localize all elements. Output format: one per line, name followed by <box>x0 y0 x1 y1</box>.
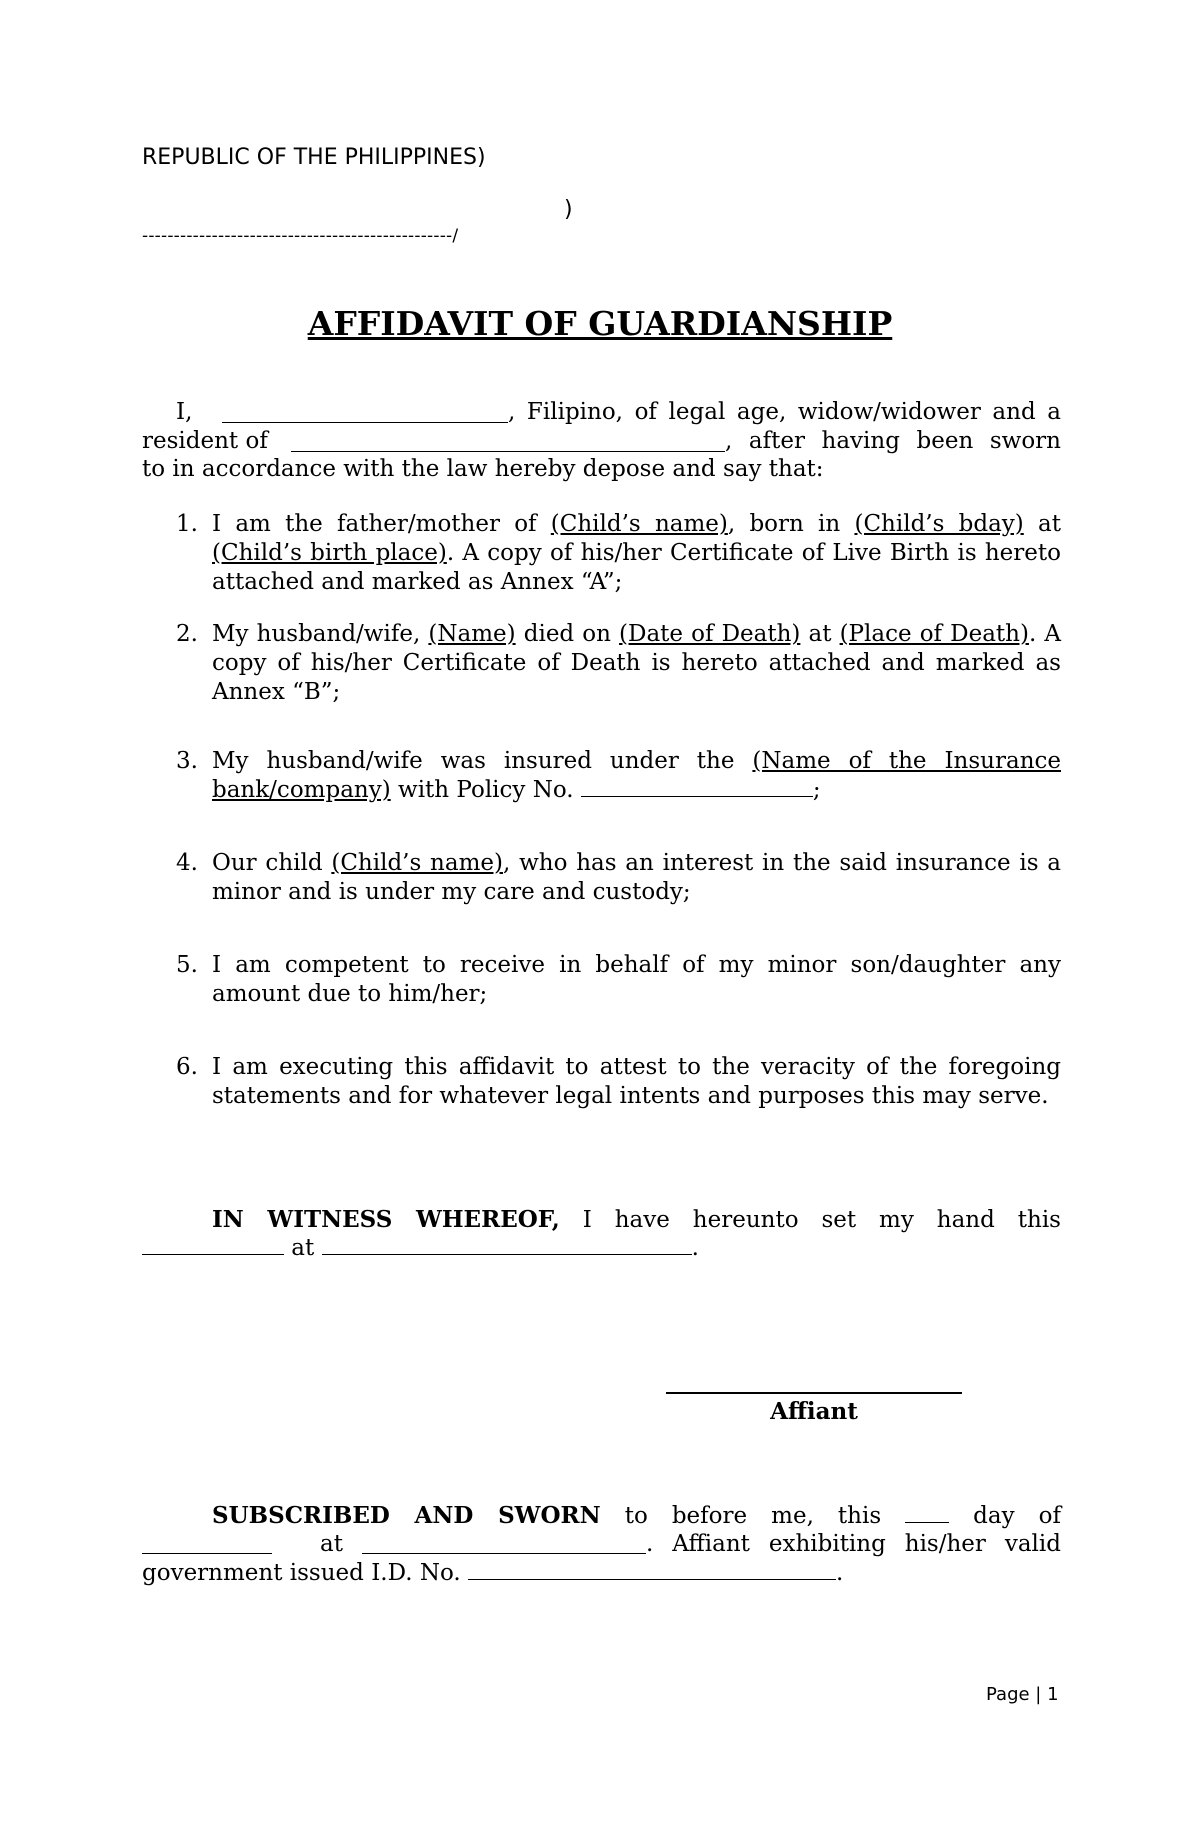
list-item-4 <box>176 849 1061 907</box>
date-blank <box>142 1236 284 1255</box>
list-item-2 <box>176 620 1061 707</box>
witness-line-2 <box>142 1234 699 1263</box>
placeholder-place-of-death: (Place of Death) <box>839 621 1029 647</box>
placeholder-childs-name: (Child’s name) <box>331 850 503 876</box>
sworn-line-1 <box>212 1501 1061 1531</box>
placeholder-insurance-company: (Name of the Insurance bank/company) <box>212 748 1061 803</box>
residence-blank <box>291 434 725 452</box>
item-text: My husband/wife, <box>212 621 429 647</box>
placeholder-childs-bday: (Child’s bday) <box>854 511 1024 537</box>
item-text: , born in <box>727 511 855 537</box>
item-text: died on <box>515 621 620 647</box>
sworn-line-3 <box>142 1559 843 1588</box>
place-blank <box>322 1236 692 1255</box>
item-text: . A copy of his/her Certificate of Live Birth is hereto attached and marked as Annex “A”; <box>212 540 1061 595</box>
list-item-3 <box>176 747 1061 805</box>
item-text: I am competent to receive in behalf of my minor son/daughter any amount due to him/her; <box>212 952 1061 1007</box>
page-number: Page | 1 <box>986 1684 1059 1705</box>
name-blank <box>222 405 508 423</box>
intro-i: I, <box>176 399 193 425</box>
item-text: at <box>800 621 840 647</box>
affiant-signature-line <box>666 1392 962 1394</box>
sworn-place-blank <box>362 1536 646 1554</box>
sworn-at: at <box>320 1531 343 1557</box>
list-item-number: 2. <box>176 621 198 647</box>
list-item-6 <box>176 1053 1061 1111</box>
id-number-blank <box>468 1561 836 1580</box>
witness-line <box>212 1205 1061 1235</box>
item-text: with Policy No. <box>390 777 581 803</box>
sworn-period: . <box>836 1560 844 1586</box>
list-item-number: 5. <box>176 952 198 978</box>
item-text: I am the father/mother of <box>212 511 551 537</box>
placeholder-childs-birth-place: (Child’s birth place) <box>212 540 447 566</box>
item-text: ; <box>812 777 821 803</box>
header-dashes: -------------------------------------------------/ <box>142 226 459 246</box>
list-item-number: 6. <box>176 1054 198 1080</box>
intro-filipino: , Filipino, of legal age, widow/widower and a <box>508 399 1061 425</box>
sworn-text: to before me, this <box>600 1503 906 1529</box>
item-text: at <box>1023 511 1061 537</box>
intro-line3: to in accordance with the law hereby depose and say that: <box>142 456 824 482</box>
placeholder-date-of-death: (Date of Death) <box>619 621 801 647</box>
month-blank <box>142 1536 272 1554</box>
sworn-affiant-exhibiting: . Affiant exhibiting his/her valid <box>646 1531 1061 1557</box>
witness-period: . <box>691 1235 699 1261</box>
witness-at: at <box>284 1235 322 1261</box>
day-blank <box>905 1504 949 1523</box>
list-item-number: 1. <box>176 511 198 537</box>
republic-header: REPUBLIC OF THE PHILIPPINES) <box>142 145 486 170</box>
sworn-gov-id: government issued I.D. No. <box>142 1560 469 1586</box>
document-title: AFFIDAVIT OF GUARDIANSHIP <box>307 304 893 343</box>
intro-resident-of: resident of <box>142 428 268 454</box>
affiant-label: Affiant <box>770 1398 858 1425</box>
header-paren: ) <box>564 197 573 222</box>
list-item-5 <box>176 951 1061 1009</box>
policy-number-blank <box>581 778 813 797</box>
item-text: Our child <box>212 850 332 876</box>
witness-bold: IN WITNESS WHEREOF, <box>212 1206 560 1233</box>
placeholder-name: (Name) <box>428 621 516 647</box>
sworn-bold: SUBSCRIBED AND SWORN <box>212 1502 601 1529</box>
intro-after: , after having been sworn <box>725 428 1061 454</box>
witness-text: I have hereunto set my hand this <box>559 1207 1061 1233</box>
list-item-1 <box>176 510 1061 597</box>
list-item-number: 4. <box>176 850 198 876</box>
sworn-day-of: day of <box>949 1503 1061 1529</box>
item-text: , who has an interest in the said insurance is a minor and is under my care and custody; <box>212 850 1061 905</box>
list-item-number: 3. <box>176 748 198 774</box>
item-text: My husband/wife was insured under the <box>212 748 753 774</box>
placeholder-childs-name: (Child’s name) <box>550 511 728 537</box>
item-text: . A copy of his/her Certificate of Death is hereto attached and marked as Annex “B”; <box>212 621 1062 705</box>
item-text: I am executing this affidavit to attest to the veracity of the foregoing statements and for whatever legal intents and purposes this may serve. <box>212 1054 1061 1109</box>
